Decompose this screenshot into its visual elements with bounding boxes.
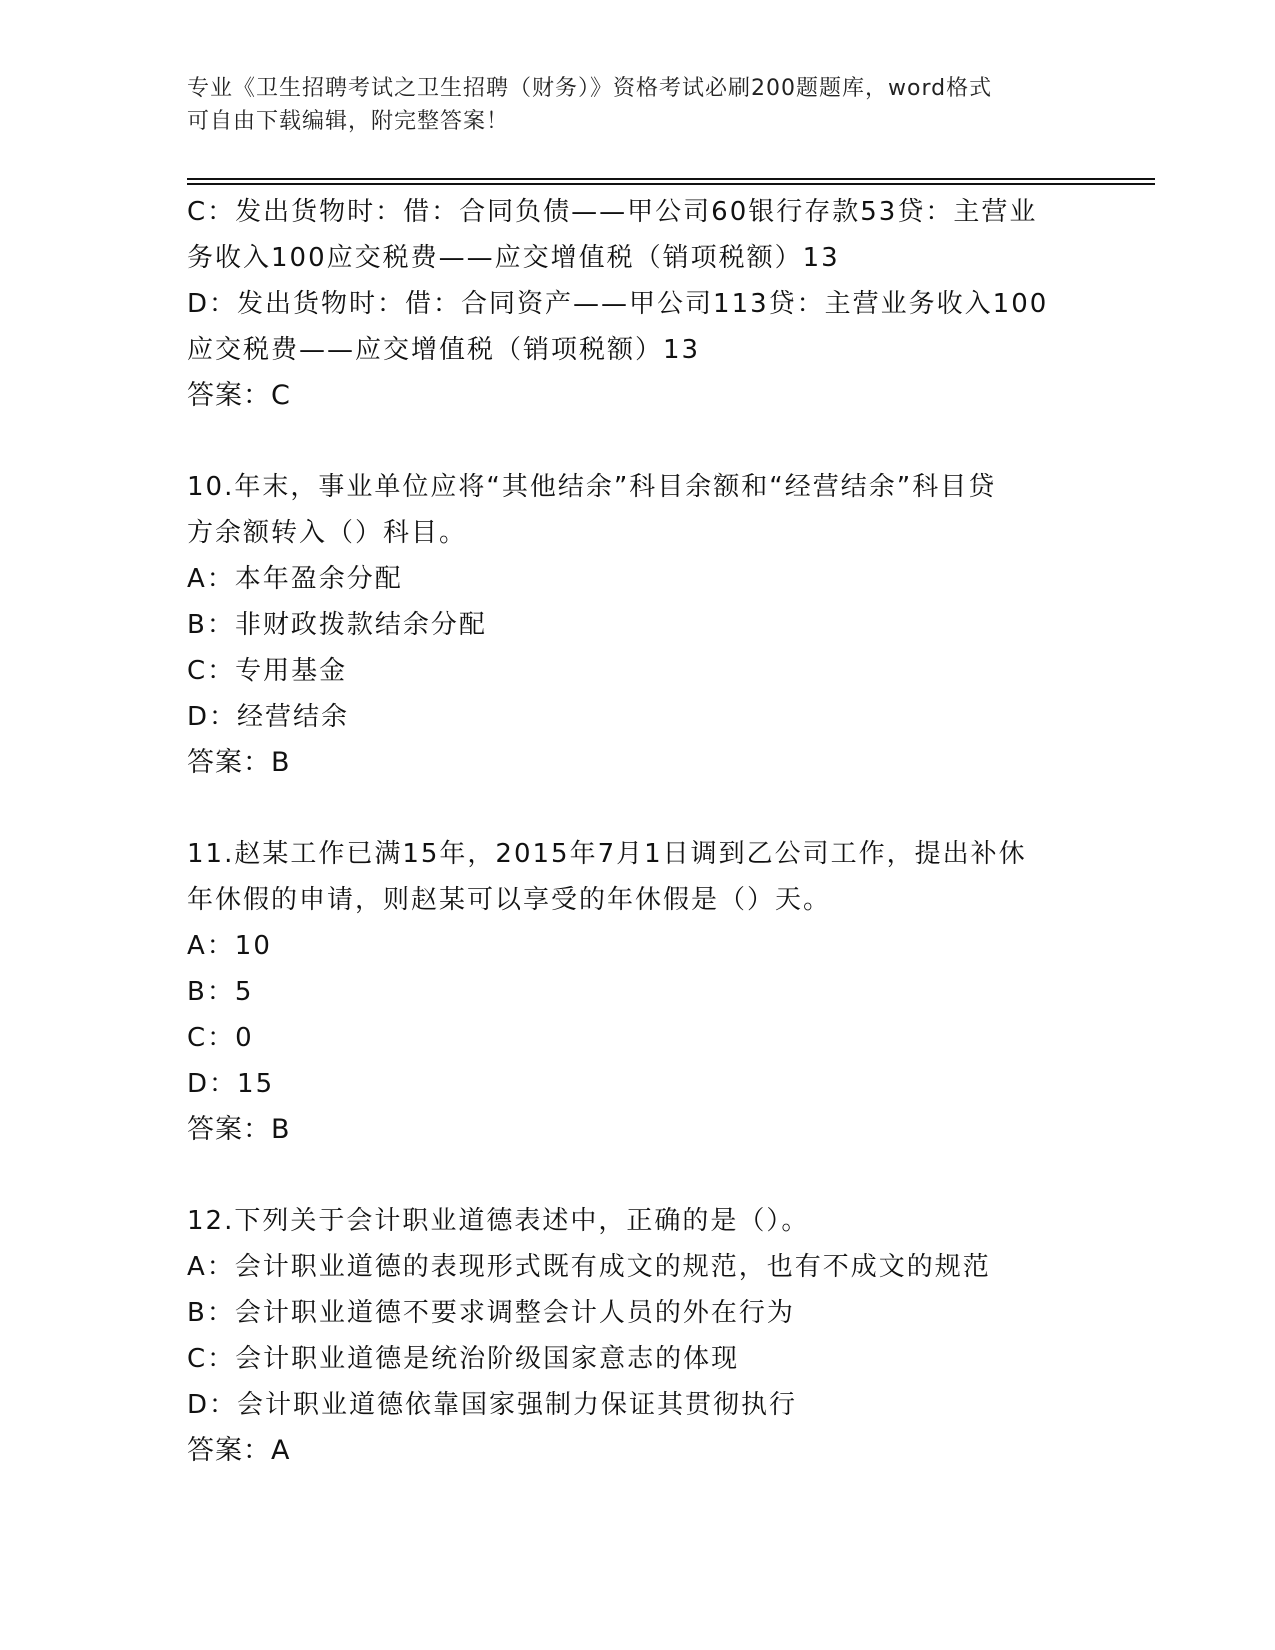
- option-d: D：会计职业道德依靠国家强制力保证其贯彻执行: [187, 1390, 798, 1420]
- option-d-line-2: 应交税费——应交增值税（销项税额）13: [187, 335, 701, 365]
- option-c: C：0: [187, 1023, 254, 1053]
- option-c: C：会计职业道德是统治阶级国家意志的体现: [187, 1344, 740, 1374]
- document-header: [187, 72, 1067, 138]
- header-divider-top: [187, 178, 1155, 180]
- spacer: [187, 419, 1087, 464]
- option-d: D：15: [187, 1069, 275, 1099]
- option-b: B：非财政拨款结余分配: [187, 610, 487, 640]
- answer-line: 答案：C: [187, 380, 291, 411]
- header-divider-bottom: [187, 183, 1155, 185]
- option-c-line-1: C：发出货物时：借：合同负债——甲公司60银行存款53贷：主营业: [187, 197, 1038, 227]
- question-11: [187, 831, 1087, 1153]
- spacer: [187, 786, 1087, 831]
- option-b: B：会计职业道德不要求调整会计人员的外在行为: [187, 1298, 795, 1328]
- question-9-continued: [187, 189, 1087, 419]
- option-c: C：专用基金: [187, 656, 348, 686]
- option-d-line-1: D：发出货物时：借：合同资产——甲公司113贷：主营业务收入100: [187, 289, 1049, 319]
- option-a: A：会计职业道德的表现形式既有成文的规范，也有不成文的规范: [187, 1252, 991, 1282]
- question-stem-line-1: 10.年末，事业单位应将“其他结余”科目余额和“经营结余”科目贷: [187, 472, 997, 502]
- question-10: [187, 464, 1087, 786]
- option-a: A：本年盈余分配: [187, 564, 403, 594]
- option-d: D：经营结余: [187, 702, 350, 732]
- answer-line: 答案：A: [187, 1435, 291, 1466]
- question-stem-line-2: 方余额转入（）科目。: [187, 518, 468, 548]
- question-stem-line-1: 12.下列关于会计职业道德表述中，正确的是（）。: [187, 1206, 810, 1236]
- header-title-line-2: 可自由下载编辑，附完整答案！: [187, 109, 510, 134]
- answer-line: 答案：B: [187, 747, 291, 778]
- question-stem-line-1: 11.赵某工作已满15年，2015年7月1日调到乙公司工作，提出补休: [187, 839, 1027, 869]
- spacer: [187, 1153, 1087, 1198]
- answer-line: 答案：B: [187, 1114, 291, 1145]
- option-b: B：5: [187, 977, 254, 1007]
- question-content: [187, 189, 1087, 1474]
- header-title-line-1: 专业《卫生招聘考试之卫生招聘（财务）》资格考试必刷200题题库，word格式: [187, 76, 993, 101]
- option-c-line-2: 务收入100应交税费——应交增值税（销项税额）13: [187, 243, 840, 273]
- question-12: [187, 1198, 1087, 1474]
- option-a: A：10: [187, 931, 272, 961]
- question-stem-line-2: 年休假的申请，则赵某可以享受的年休假是（）天。: [187, 885, 832, 915]
